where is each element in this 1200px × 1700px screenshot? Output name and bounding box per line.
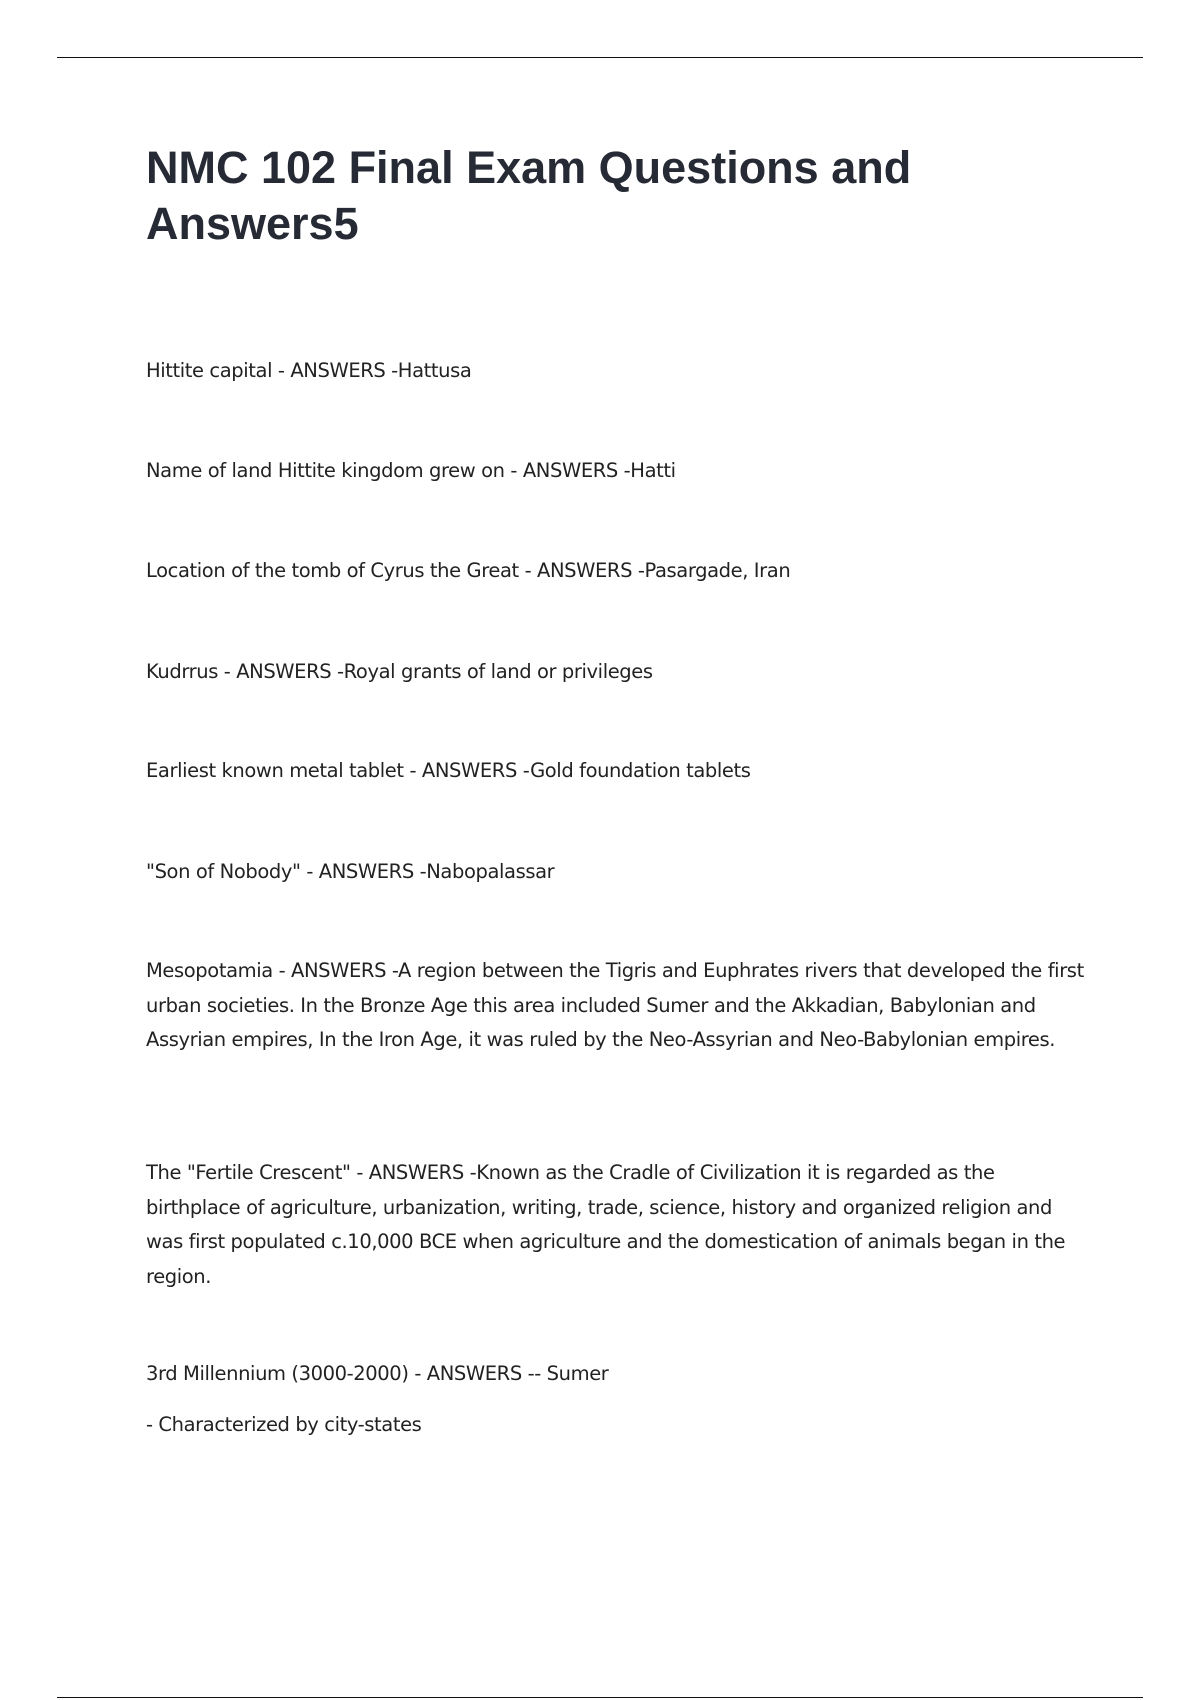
qa-entry: Kudrrus - ANSWERS -Royal grants of land or privileges [146,660,653,683]
qa-entry: "Son of Nobody" - ANSWERS -Nabopalassar [146,860,555,883]
bottom-rule [57,1697,1143,1698]
qa-entry: Earliest known metal tablet - ANSWERS -Gold foundation tablets [146,759,751,782]
qa-entry: Mesopotamia - ANSWERS -A region between the Tigris and Euphrates rivers that developed the first urban societies. In the Bronze Age this area included Sumer and the Akkadian, Babylonian and Assyrian empires, In the Iron Age, it was ruled by the Neo-Assyrian and Neo-Babylonian empires. [146,959,1084,1051]
document-body [146,140,1086,252]
document-title: NMC 102 Final Exam Questions and Answers5 [146,142,912,249]
qa-entry: 3rd Millennium (3000-2000) - ANSWERS -- Sumer [146,1362,609,1385]
qa-entry: Hittite capital - ANSWERS -Hattusa [146,359,472,382]
qa-entry: - Characterized by city-states [146,1413,422,1436]
qa-entry: The "Fertile Crescent" - ANSWERS -Known as the Cradle of Civilization it is regarded as the birthplace of agriculture, urbanization, writing, trade, science, history and organized religion and was first populated c.10,000 BCE when agriculture and the domestication of animals began in the region. [146,1161,1066,1288]
top-rule [57,57,1143,58]
qa-entry: Location of the tomb of Cyrus the Great - ANSWERS -Pasargade, Iran [146,559,791,582]
qa-entry: Name of land Hittite kingdom grew on - ANSWERS -Hatti [146,459,676,482]
